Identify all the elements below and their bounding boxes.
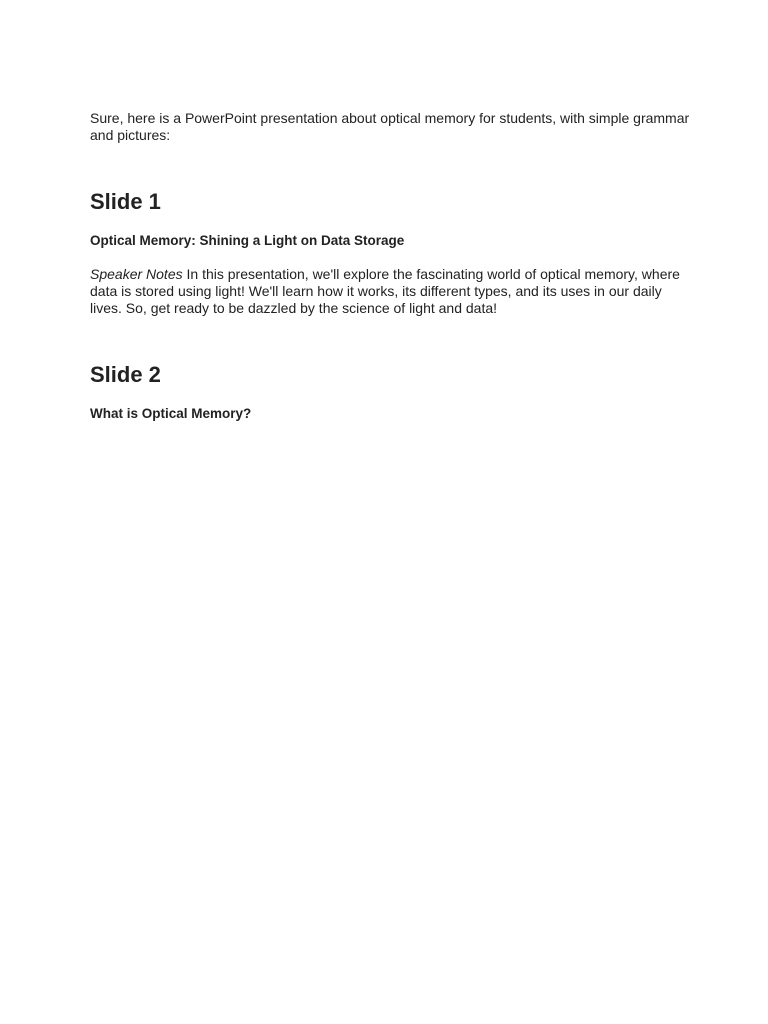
speaker-notes-label: Speaker Notes	[90, 266, 183, 282]
slide-1-speaker-notes	[90, 266, 690, 317]
slide-1-title: Optical Memory: Shining a Light on Data Storage	[90, 233, 405, 248]
slide-2-heading: Slide 2	[90, 362, 161, 387]
slide-1-heading: Slide 1	[90, 189, 161, 214]
slide-1-section	[90, 189, 690, 317]
intro-paragraph: Sure, here is a PowerPoint presentation about optical memory for students, with simple grammar and pictures:	[90, 110, 690, 143]
document-page	[90, 110, 690, 422]
slide-2-title: What is Optical Memory?	[90, 406, 252, 421]
speaker-notes-text: In this presentation, we'll explore the fascinating world of optical memory, where data is stored using light! We'll learn how it works, its different types, and its uses in our daily lives. So, get ready to be dazzled by the science of light and data!	[90, 266, 680, 316]
slide-2-section	[90, 362, 690, 422]
